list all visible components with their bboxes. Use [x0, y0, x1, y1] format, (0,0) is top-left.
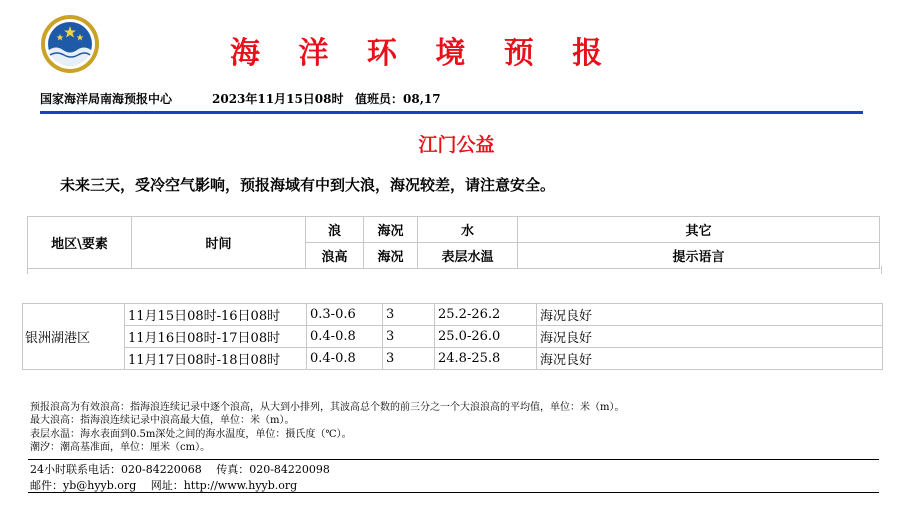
- row-time: 11月15日08时-16日08时: [125, 304, 307, 326]
- note-line: 表层水温：海水表面到0.5m深处之间的海水温度，单位：摄氏度（℃）。: [30, 428, 352, 440]
- row-temp: 25.0-26.0: [435, 326, 537, 348]
- notes: [30, 401, 624, 454]
- header-divider: [40, 111, 863, 114]
- row-tip: 海况良好: [537, 304, 883, 326]
- col-surface-temp: 表层水温: [418, 243, 518, 269]
- region-title: 江门公益: [418, 134, 495, 156]
- note-line: 最大浪高：指海浪连续记录中浪高最大值，单位：米（m）。: [30, 415, 295, 427]
- col-area: 地区\要素: [28, 217, 132, 269]
- soa-logo: [40, 14, 100, 74]
- row-wave: 0.4-0.8: [307, 348, 383, 370]
- table-row: [23, 326, 883, 348]
- col-time: 时间: [132, 217, 306, 269]
- col-wave-height: 浪高: [306, 243, 364, 269]
- table-row: [23, 348, 883, 370]
- row-temp: 24.8-25.8: [435, 348, 537, 370]
- forecast-table: [22, 303, 883, 370]
- col-tips: 提示语言: [518, 243, 880, 269]
- row-time: 11月16日08时-17日08时: [125, 326, 307, 348]
- col-water: 水: [418, 217, 518, 243]
- row-temp: 25.2-26.2: [435, 304, 537, 326]
- row-state: 3: [383, 326, 435, 348]
- duty-officer: 值班员：08,17: [355, 92, 441, 106]
- issue-date: 2023年11月15日08时: [212, 92, 344, 106]
- forecast-summary: 未来三天，受冷空气影响，预报海域有中到大浪，海况较差，请注意安全。: [60, 176, 556, 194]
- row-tip: 海况良好: [537, 348, 883, 370]
- footer-bottom-divider: [28, 492, 879, 493]
- contact-web: 邮件：yb@hyyb.org 网址：http://www.hyyb.org: [30, 479, 298, 492]
- row-state: 3: [383, 348, 435, 370]
- col-wave: 浪: [306, 217, 364, 243]
- issuer-name: 国家海洋局南海预报中心: [40, 92, 173, 106]
- col-sea-state: 海况: [364, 217, 418, 243]
- contact-phone: 24小时联系电话：020-84220068 传真：020-84220098: [30, 463, 330, 476]
- table-row: [23, 304, 883, 326]
- col-other: 其它: [518, 217, 880, 243]
- note-line: 潮汐：潮高基准面，单位：厘米（cm）。: [30, 441, 211, 453]
- row-state: 3: [383, 304, 435, 326]
- page-title: 海 洋 环 境 预 报: [230, 36, 617, 71]
- row-wave: 0.3-0.6: [307, 304, 383, 326]
- row-area: 银洲湖港区: [23, 304, 125, 370]
- row-time: 11月17日08时-18日08时: [125, 348, 307, 370]
- forecast-table-header: [27, 216, 880, 269]
- col-sea-state-sub: 海况: [364, 243, 418, 269]
- note-line: 预报浪高为有效浪高：指海浪连续记录中逐个浪高，从大到小排列，其波高总个数的前三分之一个大浪浪高的平均值，单位：米（m）。: [30, 402, 625, 413]
- clipped-row: [27, 266, 882, 274]
- row-wave: 0.4-0.8: [307, 326, 383, 348]
- footer-divider: [28, 459, 879, 460]
- row-tip: 海况良好: [537, 326, 883, 348]
